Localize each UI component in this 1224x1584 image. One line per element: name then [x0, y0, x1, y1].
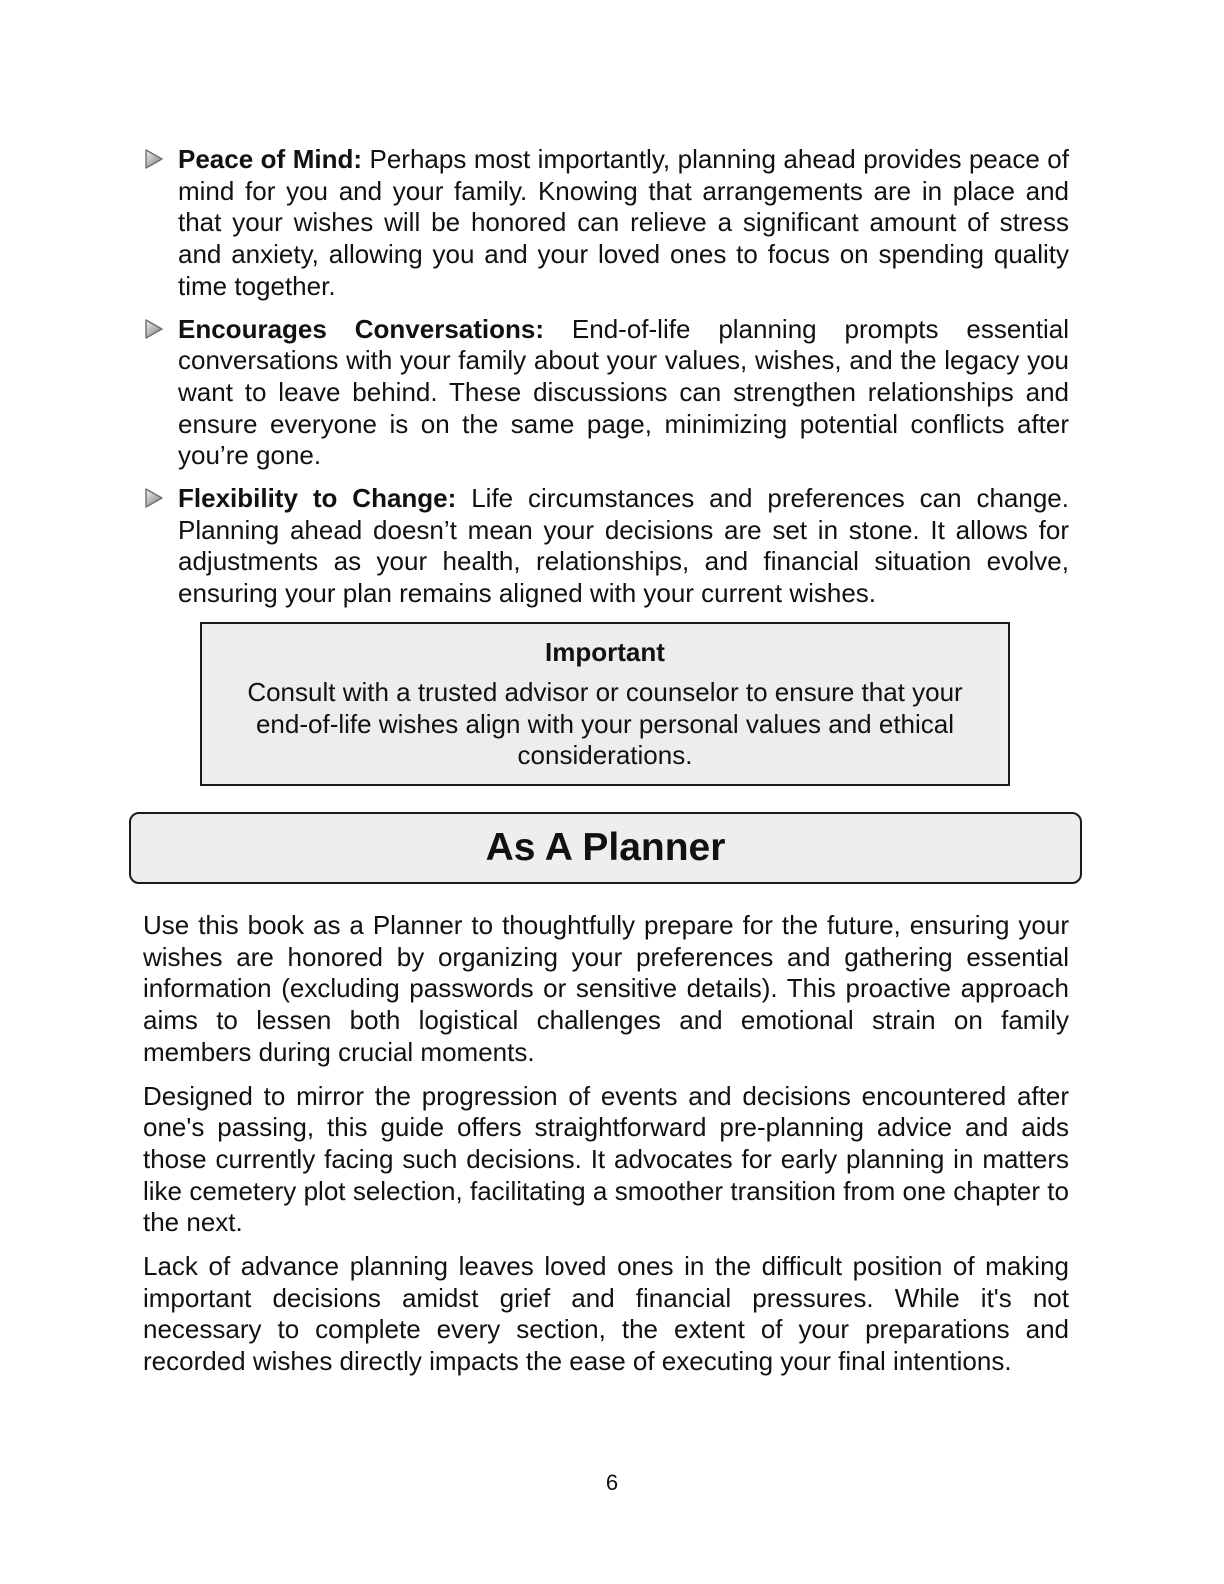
bullet-term: Encourages Conversations: [178, 313, 544, 344]
bullet-term: Flexibility to Change: [178, 483, 457, 514]
callout-title: Important [545, 637, 665, 667]
triangle-bullet-icon [145, 488, 163, 508]
bullet-item-flexibility-to-change [143, 483, 1069, 610]
bullet-text: End-of-life planning prompts essential conversations with your family about your values, wishes, and the legacy you want to leave behind. These discussions can strengthen relationships and ensure everyone is on the same page, minimizing potential conflicts after you’re gone. [178, 313, 1069, 471]
bullet-item-peace-of-mind [143, 144, 1069, 303]
section-title: As A Planner [485, 826, 726, 869]
body-paragraph: Use this book as a Planner to thoughtfully prepare for the future, ensuring your wishes are honored by organizing your preferences and gathering essential information (excluding passwords or sensitive details). This proactive approach aims to lessen both logistical challenges and emotional strain on family members during crucial moments. [143, 910, 1069, 1067]
bullet-text: Life circumstances and preferences can change. Planning ahead doesn’t mean your decisions are set in stone. It allows for adjustments as your health, relationships, and financial situation evolve, ensuring your plan remains aligned with your current wishes. [178, 483, 1069, 609]
benefits-bullet-list [143, 144, 1069, 621]
section-body [143, 910, 1069, 1390]
section-header-box [129, 812, 1082, 884]
body-paragraph: Lack of advance planning leaves loved ones in the difficult position of making important decisions amidst grief and financial pressures. While it's not necessary to complete every section, the extent of your preparations and recorded wishes directly impacts the ease of executing your final intentions. [143, 1251, 1069, 1377]
important-callout-box [200, 622, 1010, 786]
triangle-bullet-icon [145, 319, 163, 339]
body-paragraph: Designed to mirror the progression of events and decisions encountered after one's passing, this guide offers straightforward pre-planning advice and aids those currently facing such decisions. It advocates for early planning in matters like cemetery plot selection, facilitating a smoother transition from one chapter to the next. [143, 1080, 1069, 1238]
triangle-bullet-icon [145, 149, 163, 169]
page-number: 6 [605, 1470, 619, 1495]
bullet-text: Perhaps most importantly, planning ahead provides peace of mind for you and your family. Knowing that arrangements are in place and that your wishes will be honored can relieve a significant amount of stress and anxiety, allowing you and your loved ones to focus on spending quality time together. [178, 144, 1069, 301]
bullet-term: Peace of Mind: [178, 144, 363, 174]
callout-body: Consult with a trusted advisor or counselor to ensure that your end-of-life wishes align with your personal values and ethical considerations. [247, 677, 963, 770]
bullet-item-encourages-conversations [143, 314, 1069, 473]
